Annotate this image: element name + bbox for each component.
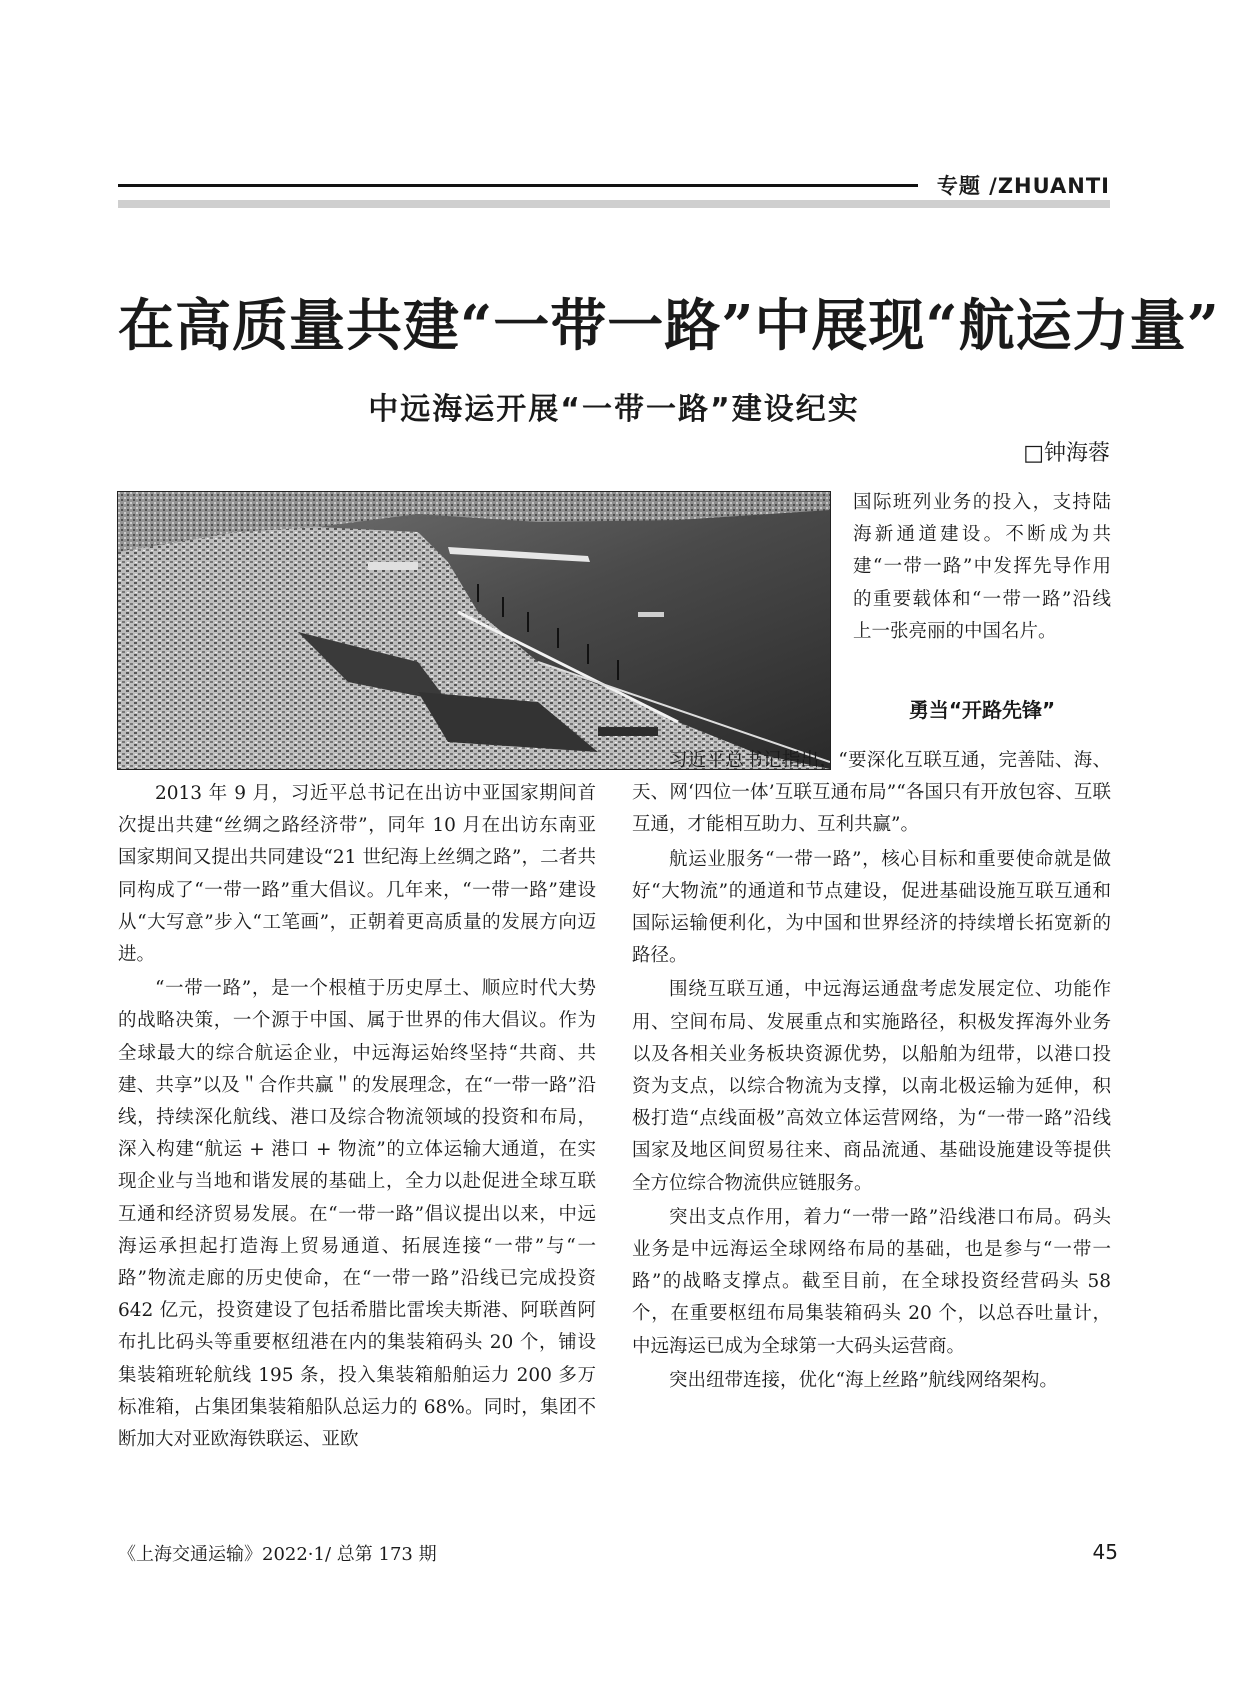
header-rule <box>118 184 918 187</box>
paragraph: 航运业服务“一带一路”，核心目标和重要使命就是做好“大物流”的通道和节点建设，促进基础设施互联互通和国际运输便利化，为中国和世界经济的持续增长拓宽新的路径。 <box>632 848 1111 967</box>
paragraph: 国际班列业务的投入，支持陆海新通道建设。不断成为共建“一带一路”中发挥先导作用的重要载体和“一带一路”沿线上一张亮丽的中国名片。 <box>853 492 1111 642</box>
paragraph: “一带一路”，是一个根植于历史厚土、顺应时代大势的战略决策，一个源于中国、属于世界的伟大倡议。作为全球最大的综合航运企业，中远海运始终坚持“共商、共建、共享”以及＂合作共赢＂的发展理念，在“一带一路”沿线，持续深化航线、港口及综合物流领域的投资和布局，深入构建“航运 + 港口 + 物流”的立体运输大通道，在实现企业与当地和谐发展的基础上，全力以赴促进全球互联互通和经济贸易发展。在“一带一路”倡议提出以来，中远海运承担起打造海上贸易通道、拓展连接“一带”与“一路”物流走廊的历史使命，在“一带一路”沿线已完成投资 642 亿元，投资建设了包括希腊比雷埃夫斯港、阿联酋阿布扎比码头等重要枢纽港在内的集装箱码头 20 个，铺设集装箱班轮航线 195 条，投入集装箱船舶运力 200 多万标准箱，占集团集装箱船队总运力的 68%。同时，集团不断加大对亚欧海铁联运、亚欧 <box>118 978 596 1451</box>
paragraph: 突出纽带连接，优化“海上丝路”航线网络架构。 <box>669 1369 1058 1391</box>
paragraph: 围绕互联互通，中远海运通盘考虑发展定位、功能作用、空间布局、发展重点和实施路径，积极发挥海外业务以及各相关业务板块资源优势，以船舶为纽带，以港口投资为支点，以综合物流为支撑，以南北极运输为延伸，积极打造“点线面极”高效立体运营网络，为“一带一路”沿线国家及地区间贸易往来、商品流通、基础设施建设等提供全方位综合物流供应链服务。 <box>632 979 1111 1194</box>
section-label: 专题 /ZHUANTI <box>936 174 1110 198</box>
footer-journal: 《上海交通运输》2022·1/ 总第 173 期 <box>118 1544 437 1565</box>
article-author: □钟海蓉 <box>1023 441 1110 466</box>
page-number: 45 <box>1092 1540 1118 1564</box>
left-column <box>118 778 596 1456</box>
paragraph: 突出支点作用，着力“一带一路”沿线港口布局。码头业务是中远海运全球网络布局的基础，也是参与“一带一路”的战略支撑点。截至目前，在全球投资经营码头 58 个，在重要枢纽布局集装箱码头 20 个，以总吞吐量计，中远海运已成为全球第一大码头运营商。 <box>632 1206 1111 1357</box>
port-aerial-photo <box>117 491 831 770</box>
upper-right-column <box>853 487 1111 648</box>
section-header <box>118 164 1110 210</box>
article-subtitle: 中远海运开展“一带一路”建设纪实 <box>368 392 860 427</box>
header-grey-band <box>118 200 1110 208</box>
paragraph: 2013 年 9 月，习近平总书记在出访中亚国家期间首次提出共建“丝绸之路经济带”，同年 10 月在出访东南亚国家期间又提出共同建设“21 世纪海上丝绸之路”，二者共同构成了“一带一路”重大倡议。几年来，“一带一路”建设从“大写意”步入“工笔画”，正朝着更高质量的发展方向迈进。 <box>118 783 596 966</box>
right-column <box>632 745 1111 1397</box>
section-heading: 勇当“开路先锋” <box>908 698 1056 722</box>
article-title: 在高质量共建“一带一路”中展现“航运力量” <box>118 293 1220 359</box>
paragraph: 习近平总书记指出，“要深化互联互通，完善陆、海、天、网‘四位一体’互联互通布局”“各国只有开放包容、互联互通，才能相互助力、互利共赢”。 <box>632 750 1111 836</box>
